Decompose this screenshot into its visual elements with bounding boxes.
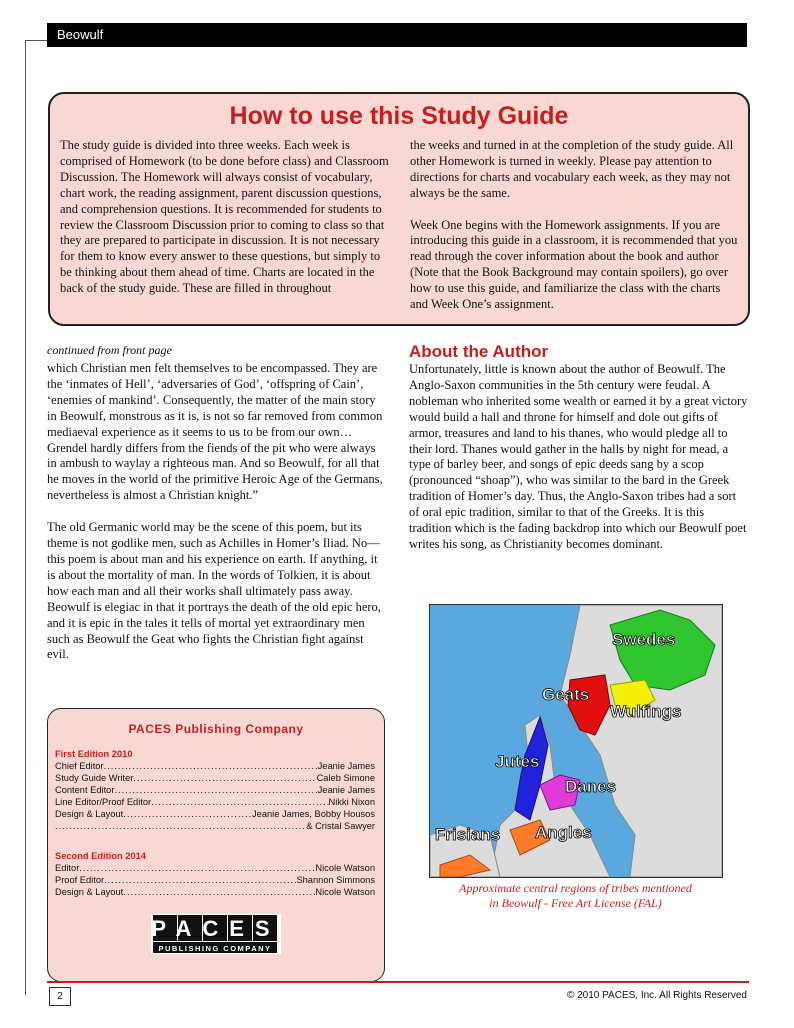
running-header bbox=[47, 23, 747, 47]
credit-name: Jeanie James bbox=[317, 785, 375, 795]
paces-logo-graphic bbox=[151, 914, 281, 954]
credit-role: Design & Layout bbox=[55, 887, 124, 897]
tribes-map-graphic bbox=[430, 605, 722, 877]
map-label-wulfings: Wulfings bbox=[610, 702, 682, 721]
credit-name: Nicole Watson bbox=[315, 887, 375, 897]
credit-name: Jeanie James, Bobby Housos bbox=[252, 809, 375, 819]
credit-role: Proof Editor bbox=[55, 875, 105, 885]
copyright-notice: © 2010 PACES, Inc. All Rights Reserved bbox=[566, 990, 747, 1001]
second-edition-credits bbox=[55, 850, 375, 898]
credit-role: Line Editor/Proof Editor bbox=[55, 797, 152, 807]
map-label-angles: Angles bbox=[535, 823, 592, 842]
map-label-frisians: Frisians bbox=[435, 825, 501, 844]
credits-title: PACES Publishing Company bbox=[128, 722, 304, 736]
main-left-column bbox=[47, 361, 387, 679]
credit-row bbox=[55, 874, 375, 886]
howto-right-column bbox=[410, 138, 740, 329]
credit-name: Caleb Simone bbox=[316, 773, 375, 783]
howto-right-para-1: the weeks and turned in at the completion of the study guide. All other Homework is turned in weekly. Please pay attention to directions for charts and vocabulary each week, as they may not always be the same. bbox=[410, 138, 734, 200]
credit-row bbox=[55, 862, 375, 874]
footer-rule bbox=[47, 981, 749, 983]
credit-row bbox=[55, 796, 375, 808]
credit-leader bbox=[133, 772, 316, 784]
second-edition-label: Second Edition 2014 bbox=[55, 851, 146, 861]
howto-right-para-2: Week One begins with the Homework assignments. If you are introducing this guide in a classroom, it is recommended that you read through the cover information about the book and author (Note that the Book Background may contain spoilers), go over how to use this guide, and familiarize the class with the charts and Week One’s assignment. bbox=[410, 217, 738, 312]
logo-wordmark: PACES bbox=[151, 916, 281, 941]
map-label-swedes: Swedes bbox=[612, 630, 676, 649]
credit-leader bbox=[104, 874, 296, 886]
credit-name: & Cristal Sawyer bbox=[306, 821, 375, 831]
credit-row bbox=[55, 784, 375, 796]
credit-leader bbox=[151, 796, 328, 808]
continued-note: continued from front page bbox=[47, 343, 172, 357]
map-label-jutes: Jutes bbox=[495, 752, 540, 771]
howto-left-text: The study guide is divided into three weeks. Each week is comprised of Homework (to be done before class) and Classroom Discussion. The Homework will always consist of vocabulary, chart work, the reading assignment, parent discussion questions, and comprehension questions. It is recommended for students to review the Classroom Discussion prior to coming to class so that they are prepared to participate in discussion. It is not necessary for them to know every answer to these questions, but simply to be thinking about them ahead of time. Charts are located in the back of the study guide. These are filled in throughout bbox=[60, 138, 389, 296]
main-para-2: The old Germanic world may be the scene of this poem, but its theme is not godlike men, such as Achilles in Homer’s Iliad. No—this poem is about man and his experience on earth. If anything, it is about the mortality of man. In the words of Tolkien, it is about how each man and all their works shall ultimately pass away. Beowulf is elegiac in that it portrays the death of the old epic hero, and it is epic in the tales it tells of mortal yet extraordinary men such as Beowulf the Geat who fights the Christian fight against evil. bbox=[47, 520, 381, 662]
left-margin-line bbox=[25, 40, 26, 995]
credit-role: Design & Layout bbox=[55, 809, 124, 819]
credit-role: Editor bbox=[55, 863, 80, 873]
credit-row bbox=[55, 820, 375, 832]
about-author-text: Unfortunately, little is known about the author of Beowulf. The Anglo-Saxon communities in the 5th century were feudal. A nobleman who inherited some wealth or earned it by a great victory would build a hall and throne for himself and dole out gifts of armor, treasures and land to his thanes, who would pledge all to their lord. Thanes would gather in the halls by night for mead, a type of barley beer, and songs of epic deeds sang by a scop (pronounced “shoap”), who was similar to the bard in the Greek tradition of Homer’s day. Thus, the Anglo-Saxon tribes had a sort of oral epic tradition, similar to that of the Greeks. It is this tradition which is the fading backdrop into which our Beowulf poet writes his song, as Christianity becomes dominant. bbox=[409, 362, 748, 551]
main-para-1: which Christian men felt themselves to be encompassed. They are the ‘inmates of Hell’, ‘adversaries of God’, ‘offspring of Cain’, ‘enemies of mankind’. Consequently, the matter of the main story in Beowulf, monstrous as it is, is not so far removed from common mediaeval experience as it seems to us to be from our own… Grendel hardly differs from the fiends of the pit who were always in ambush to waylay a righteous man. And so Beowulf, for all that he moves in the world of the primitive Heroic Age of the Germans, nevertheless is almost a Christian knight.” bbox=[47, 361, 383, 503]
header-corner-line bbox=[25, 40, 47, 41]
credit-role: Content Editor bbox=[55, 785, 115, 795]
credit-name: Nicole Watson bbox=[315, 863, 375, 873]
credit-row bbox=[55, 808, 375, 820]
credit-leader bbox=[123, 886, 315, 898]
credit-leader bbox=[55, 820, 306, 832]
credit-row bbox=[55, 772, 375, 784]
howto-title: How to use this Study Guide bbox=[229, 102, 569, 130]
map-caption bbox=[418, 881, 733, 911]
paces-logo bbox=[151, 914, 281, 954]
tribes-map bbox=[429, 604, 723, 878]
credit-leader bbox=[104, 760, 318, 772]
map-caption-line-2: in Beowulf - Free Art License (FAL) bbox=[489, 896, 662, 910]
first-edition-label: First Edition 2010 bbox=[55, 749, 133, 759]
map-label-danes: Danes bbox=[565, 777, 617, 796]
credit-role: Study Guide Writer bbox=[55, 773, 134, 783]
credit-leader bbox=[123, 808, 252, 820]
logo-subtitle: PUBLISHING COMPANY bbox=[158, 944, 272, 953]
credit-role: Chief Editor bbox=[55, 761, 104, 771]
map-label-geats: Geats bbox=[542, 685, 590, 704]
page-number: 2 bbox=[49, 987, 71, 1006]
credit-leader bbox=[114, 784, 317, 796]
credit-name: Jeanie James bbox=[317, 761, 375, 771]
credit-name: Nikki Nixon bbox=[328, 797, 375, 807]
credit-name: Shannon Simmons bbox=[296, 875, 375, 885]
about-author-heading: About the Author bbox=[409, 342, 549, 361]
first-edition-credits bbox=[55, 748, 375, 832]
header-title: Beowulf bbox=[57, 27, 104, 42]
credit-row bbox=[55, 760, 375, 772]
credit-leader bbox=[79, 862, 315, 874]
map-caption-line-1: Approximate central regions of tribes mentioned bbox=[459, 881, 692, 895]
credit-row bbox=[55, 886, 375, 898]
